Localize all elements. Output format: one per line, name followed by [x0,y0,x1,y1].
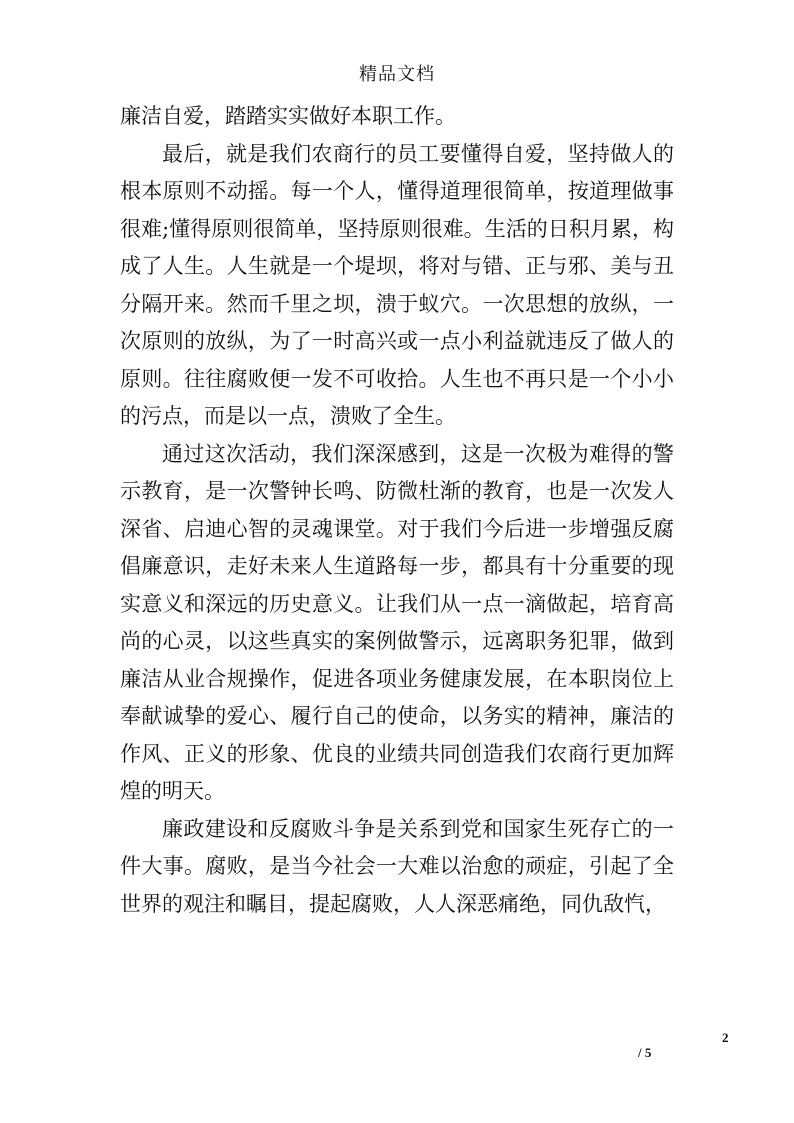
paragraph: 通过这次活动，我们深深感到，这是一次极为难得的警示教育，是一次警钟长鸣、防微杜渐的教育，也是一次发人深省、启迪心智的灵魂课堂。对于我们今后进一步增强反腐倡廉意识，走好未来人生道路每一步，都具有十分重要的现实意义和深远的历史意义。让我们从一点一滴做起，培育高尚的心灵，以这些真实的案例做警示，远离职务犯罪，做到廉洁从业合规操作，促进各项业务健康发展，在本职岗位上奉献诚挚的爱心、履行自己的使命，以务实的精神，廉洁的作风、正义的形象、优良的业绩共同创造我们农商行更加辉煌的明天。 [120,441,674,803]
document-body [120,98,674,923]
page-header-title: 精品文档 [359,64,435,85]
paragraph-continuation: 廉洁自爱，踏踏实实做好本职工作。 [120,104,456,128]
paragraph: 最后，就是我们农商行的员工要懂得自爱，坚持做人的根本原则不动摇。每一个人，懂得道理很简单，按道理做事很难;懂得原则很简单，坚持原则很难。生活的日积月累，构成了人生。人生就是一个堤坝，将对与错、正与邪、美与丑分隔开来。然而千里之坝，溃于蚁穴。一次思想的放纵，一次原则的放纵，为了一时高兴或一点小利益就违反了做人的原则。往往腐败便一发不可收拾。人生也不再只是一个小小的污点，而是以一点，溃败了全生。 [120,141,674,428]
paragraph: 廉政建设和反腐败斗争是关系到党和国家生死存亡的一件大事。腐败，是当今社会一大难以治愈的顽症，引起了全世界的观注和瞩目，提起腐败，人人深恶痛绝，同仇敌忾， [120,816,674,916]
page-number: 2 [722,1030,729,1045]
page-total: / 5 [638,1045,652,1060]
